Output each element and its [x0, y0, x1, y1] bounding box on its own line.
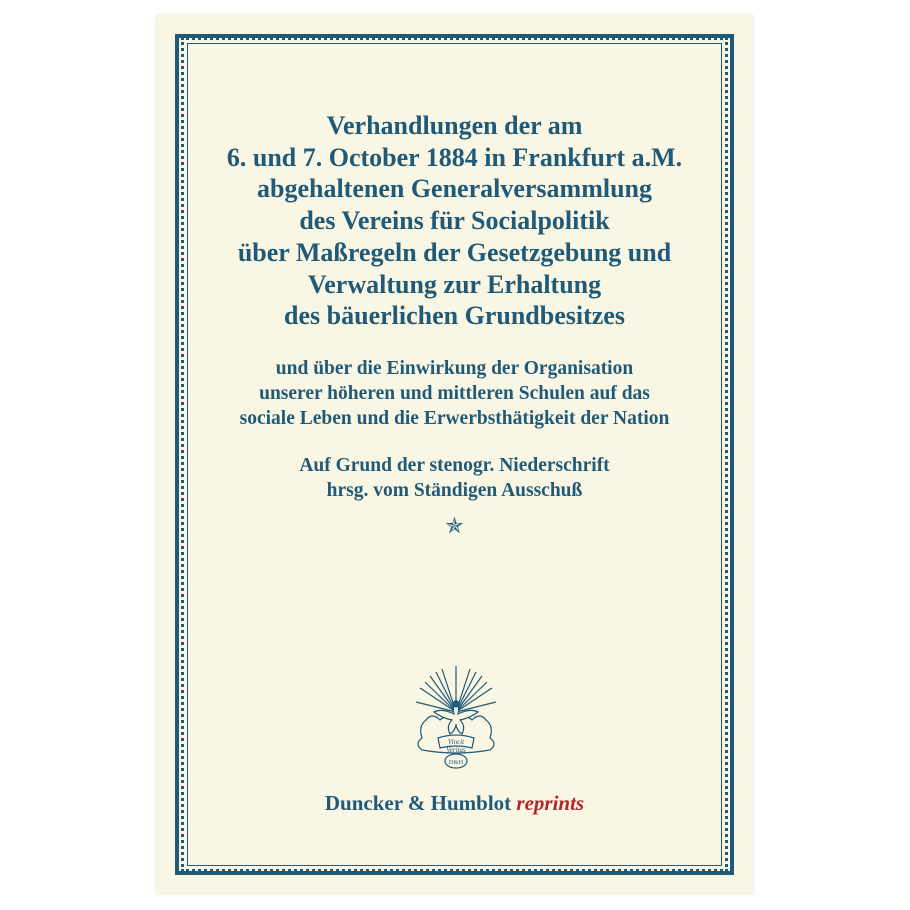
publisher-imprint [156, 791, 753, 816]
monogram-text: D&H [448, 759, 464, 766]
subtitle-line: sociale Leben und die Erwerbsthätigkeit der Nation [239, 408, 670, 429]
title-line: des bäuerlichen Grundbesitzes [284, 301, 625, 331]
credit-line: Auf Grund der stenogr. Niederschrift [299, 455, 610, 476]
title-line: abgehaltenen Generalversammlung [256, 174, 653, 204]
book-title [156, 110, 753, 332]
title-line: Verhandlungen der am [326, 111, 583, 140]
book-subtitle [156, 356, 753, 431]
subtitle-line: unserer höheren und mittleren Schulen auf das [259, 383, 650, 404]
reprints-label: reprints [516, 791, 585, 815]
title-line: über Maßregeln der Gesetzgebung und [237, 237, 672, 267]
subtitle-line: und über die Einwirkung der Organisation [275, 358, 634, 379]
motto-text: Veritas [446, 746, 466, 754]
title-line: 6. und 7. October 1884 in Frankfurt a.M. [226, 142, 683, 172]
eagle-emblem-icon [412, 660, 500, 772]
publisher-name: Duncker & Humblot [324, 791, 512, 815]
editor-credit [156, 453, 753, 503]
motto-text: Vincit [447, 738, 465, 746]
credit-line: hrsg. vom Ständigen Ausschuß [326, 480, 583, 501]
title-line: Verwaltung zur Erhaltung [307, 269, 602, 299]
star-ornament-icon: ✯ [445, 513, 464, 538]
title-line: des Vereins für Socialpolitik [299, 206, 610, 236]
book-cover [156, 15, 753, 894]
